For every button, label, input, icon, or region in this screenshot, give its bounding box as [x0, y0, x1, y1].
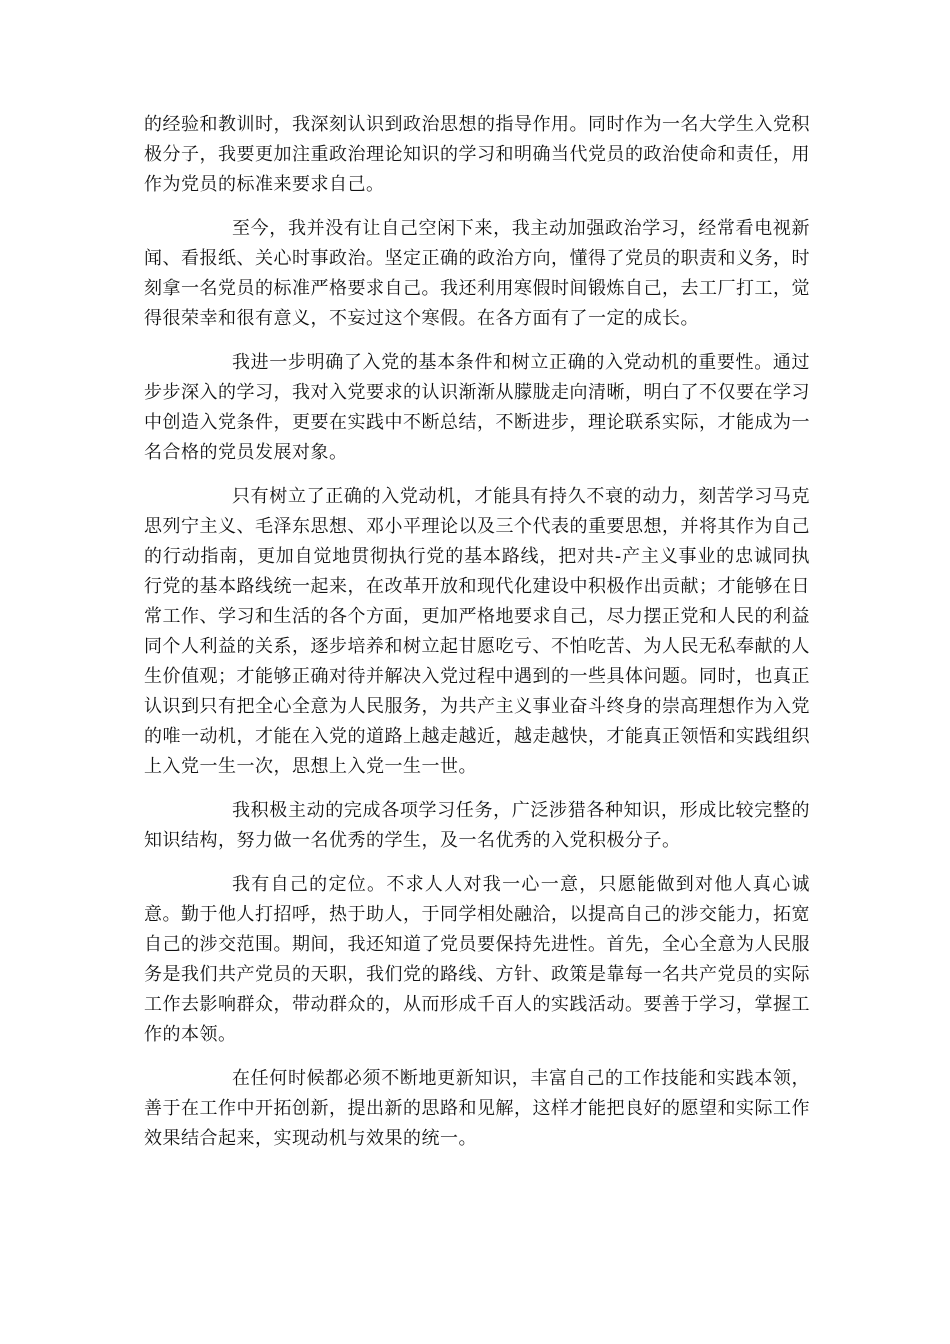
document-body — [144, 110, 810, 1168]
paragraph-2: 至今，我并没有让自己空闲下来，我主动加强政治学习，经常看电视新闻、看报纸、关心时事政治。坚定正确的政治方向，懂得了党员的职责和义务，时刻拿一名党员的标准严格要求自己。我还利用寒假时间锻炼自己，去工厂打工，觉得很荣幸和很有意义，不妄过这个寒假。在各方面有了一定的成长。 — [144, 218, 810, 329]
paragraph-4: 只有树立了正确的入党动机，才能具有持久不衰的动力，刻苦学习马克思列宁主义、毛泽东思想、邓小平理论以及三个代表的重要思想，并将其作为自己的行动指南，更加自觉地贯彻执行党的基本路线，把对共-产主义事业的忠诚同执行党的基本路线统一起来，在改革开放和现代化建设中积极作出贡献；才能够在日常工作、学习和生活的各个方面，更加严格地要求自己，尽力摆正党和人民的利益同个人利益的关系，逐步培养和树立起甘愿吃亏、不怕吃苦、为人民无私奉献的人生价值观；才能够正确对待并解决入党过程中遇到的一些具体问题。同时，也真正认识到只有把全心全意为人民服务，为共产主义事业奋斗终身的崇高理想作为入党的唯一动机，才能在入党的道路上越走越近，越走越快，才能真正领悟和实践组织上入党一生一次，思想上入党一生一世。 — [144, 486, 810, 777]
paragraph-3: 我进一步明确了入党的基本条件和树立正确的入党动机的重要性。通过步步深入的学习，我对入党要求的认识渐渐从朦胧走向清晰，明白了不仅要在学习中创造入党条件，更要在实践中不断总结，不断进步，理论联系实际，才能成为一名合格的党员发展对象。 — [144, 352, 810, 463]
paragraph-5: 我积极主动的完成各项学习任务，广泛涉猎各种知识，形成比较完整的知识结构，努力做一名优秀的学生，及一名优秀的入党积极分子。 — [144, 800, 810, 851]
paragraph-1: 的经验和教训时，我深刻认识到政治思想的指导作用。同时作为一名大学生入党积极分子，我要更加注重政治理论知识的学习和明确当代党员的政治使命和责任，用作为党员的标准来要求自己。 — [144, 114, 810, 195]
paragraph-6: 我有自己的定位。不求人人对我一心一意，只愿能做到对他人真心诚意。勤于他人打招呼，热于助人，于同学相处融洽，以提高自己的涉交能力，拓宽自己的涉交范围。期间，我还知道了党员要保持先进性。首先，全心全意为人民服务是我们共产党员的天职，我们党的路线、方针、政策是靠每一名共产党员的实际工作去影响群众，带动群众的，从而形成千百人的实践活动。要善于学习，掌握工作的本领。 — [144, 874, 810, 1045]
paragraph-7: 在任何时候都必须不断地更新知识，丰富自己的工作技能和实践本领，善于在工作中开拓创新，提出新的思路和见解，这样才能把良好的愿望和实际工作效果结合起来，实现动机与效果的统一。 — [144, 1068, 810, 1149]
